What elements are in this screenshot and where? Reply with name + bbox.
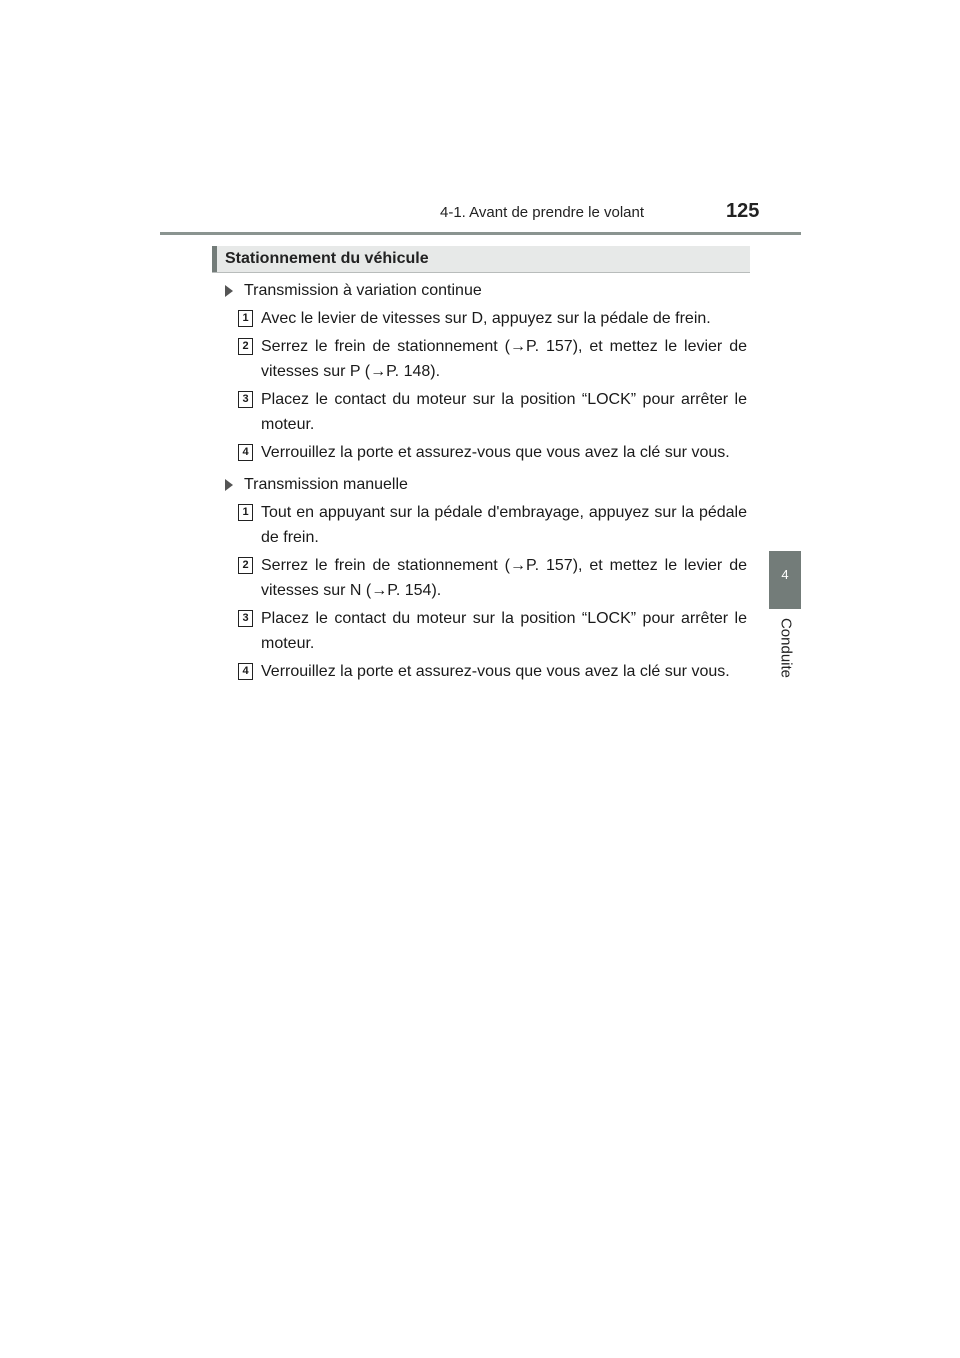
- content: [224, 278, 747, 687]
- triangle-bullet-icon: [225, 479, 233, 491]
- group-title: Transmission manuelle: [244, 476, 408, 493]
- section-title: Stationnement du véhicule: [225, 250, 429, 267]
- step-text: Avec le levier de vitesses sur D, appuyez sur la pédale de frein.: [261, 310, 711, 327]
- chapter-tab: 4: [769, 551, 801, 609]
- step-item: [224, 387, 747, 437]
- step-text: Tout en appuyant sur la pédale d'embrayage, appuyez sur la pédale de frein.: [261, 504, 747, 546]
- step-text: Serrez le frein de stationnement (→P. 157), et mettez le levier de vitesses sur N (→P. 154).: [261, 557, 747, 599]
- step-number: 4: [238, 444, 253, 461]
- step-text: Placez le contact du moteur sur la position “LOCK” pour arrêter le moteur.: [261, 391, 747, 433]
- step-number: 3: [238, 391, 253, 408]
- step-number: 1: [238, 310, 253, 327]
- step-number: 2: [238, 557, 253, 574]
- step-text: Placez le contact du moteur sur la position “LOCK” pour arrêter le moteur.: [261, 610, 747, 652]
- group-title: Transmission à variation continue: [244, 282, 482, 299]
- triangle-bullet-icon: [225, 285, 233, 297]
- step-item: [224, 553, 747, 603]
- header-section-title: 4-1. Avant de prendre le volant: [440, 204, 645, 221]
- step-text: Verrouillez la porte et assurez-vous que vous avez la clé sur vous.: [261, 663, 730, 680]
- step-text: Verrouillez la porte et assurez-vous que vous avez la clé sur vous.: [261, 444, 730, 461]
- header-rule: [160, 232, 801, 235]
- chapter-label: [766, 618, 806, 678]
- step-item: [224, 440, 747, 465]
- step-item: [224, 334, 747, 384]
- group-heading: [224, 278, 747, 303]
- chapter-label-text: Conduite: [777, 617, 795, 679]
- step-number: 1: [238, 504, 253, 521]
- step-number: 2: [238, 338, 253, 355]
- step-item: [224, 306, 747, 331]
- step-text: Serrez le frein de stationnement (→P. 157), et mettez le levier de vitesses sur P (→P. 148).: [261, 338, 747, 380]
- group-heading: [224, 472, 747, 497]
- step-item: [224, 500, 747, 550]
- step-item: [224, 606, 747, 656]
- step-number: 3: [238, 610, 253, 627]
- section-header: [212, 246, 750, 273]
- step-number: 4: [238, 663, 253, 680]
- step-item: [224, 659, 747, 684]
- page-number: 125: [726, 200, 760, 222]
